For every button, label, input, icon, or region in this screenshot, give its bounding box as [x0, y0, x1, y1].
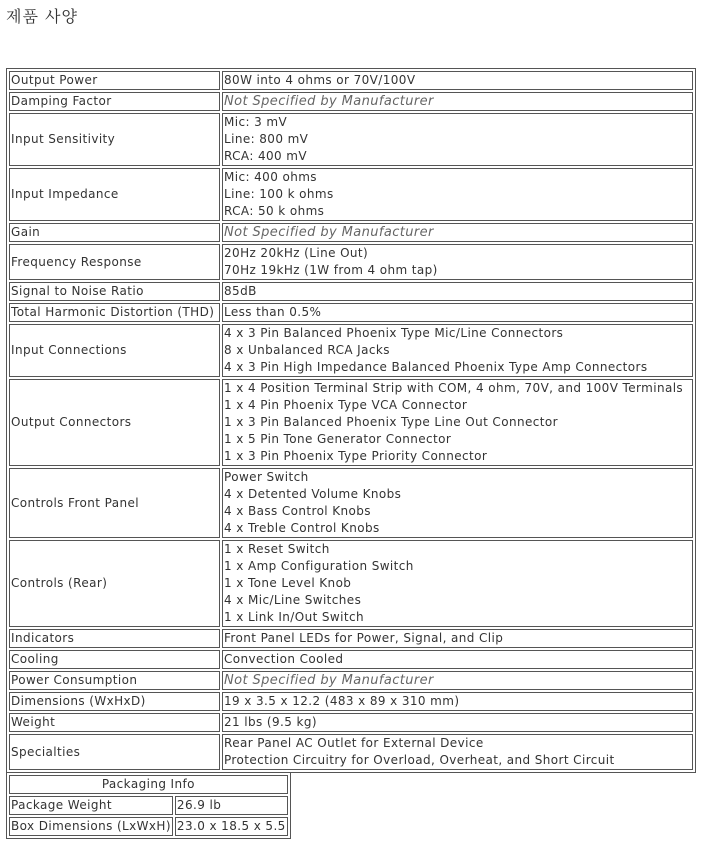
spec-value — [222, 713, 693, 732]
spec-value — [222, 692, 693, 711]
spec-value-line: Mic: 400 ohms — [224, 170, 317, 184]
spec-value-line: 1 x 3 Pin Balanced Phoenix Type Line Out Connector — [224, 415, 558, 429]
packaging-row — [9, 796, 288, 815]
spec-value — [222, 71, 693, 90]
spec-label: Dimensions (WxHxD) — [9, 692, 220, 711]
spec-value-unspecified: Not Specified by Manufacturer — [224, 673, 434, 688]
spec-value — [222, 244, 693, 280]
spec-label: Total Harmonic Distortion (THD) — [9, 303, 220, 322]
spec-value — [222, 303, 693, 322]
spec-label: Gain — [9, 223, 220, 242]
spec-value-line: 4 x Bass Control Knobs — [224, 504, 371, 518]
spec-value-line: 4 x Mic/Line Switches — [224, 593, 362, 607]
spec-value-line: RCA: 50 k ohms — [224, 204, 325, 218]
spec-value-line: 8 x Unbalanced RCA Jacks — [224, 343, 390, 357]
spec-row — [9, 468, 693, 538]
spec-row — [9, 113, 693, 166]
spec-value — [222, 324, 693, 377]
packaging-header-row — [9, 775, 288, 794]
spec-value-line: Line: 800 mV — [224, 132, 309, 146]
spec-value — [222, 92, 693, 111]
spec-value — [222, 282, 693, 301]
spec-value-line: 1 x 5 Pin Tone Generator Connector — [224, 432, 452, 446]
packaging-row — [9, 817, 288, 836]
spec-value-line: 4 x 3 Pin Balanced Phoenix Type Mic/Line Connectors — [224, 326, 564, 340]
spec-label: Output Connectors — [9, 379, 220, 466]
spec-label: Controls (Rear) — [9, 540, 220, 627]
spec-value-line: 70Hz 19kHz (1W from 4 ohm tap) — [224, 263, 438, 277]
spec-value-line: 85dB — [224, 284, 257, 298]
spec-label: Indicators — [9, 629, 220, 648]
spec-label: Cooling — [9, 650, 220, 669]
spec-value-line: Convection Cooled — [224, 652, 344, 666]
spec-value — [222, 734, 693, 770]
spec-value — [222, 468, 693, 538]
spec-value-line: 1 x 4 Position Terminal Strip with COM, 4 ohm, 70V, and 100V Terminals — [224, 381, 684, 395]
spec-row — [9, 540, 693, 627]
spec-value-line: Less than 0.5% — [224, 305, 322, 319]
spec-value-line: 4 x Treble Control Knobs — [224, 521, 380, 535]
packaging-label: Box Dimensions (LxWxH) — [9, 817, 173, 836]
spec-label: Frequency Response — [9, 244, 220, 280]
spec-row — [9, 650, 693, 669]
spec-label: Input Connections — [9, 324, 220, 377]
spec-value-line: Rear Panel AC Outlet for External Device — [224, 736, 484, 750]
spec-value-line: Power Switch — [224, 470, 309, 484]
spec-value-line: 21 lbs (9.5 kg) — [224, 715, 317, 729]
spec-label: Controls Front Panel — [9, 468, 220, 538]
packaging-value: 23.0 x 18.5 x 5.5 — [175, 817, 288, 836]
spec-value-line: Front Panel LEDs for Power, Signal, and Clip — [224, 631, 504, 645]
spec-value — [222, 671, 693, 690]
spec-value — [222, 650, 693, 669]
spec-value-line: 1 x Reset Switch — [224, 542, 330, 556]
spec-value-line: RCA: 400 mV — [224, 149, 307, 163]
spec-row — [9, 282, 693, 301]
spec-table-body — [9, 71, 693, 770]
spec-value — [222, 168, 693, 221]
spec-row — [9, 324, 693, 377]
spec-row — [9, 244, 693, 280]
spec-label: Weight — [9, 713, 220, 732]
spec-value-line: 80W into 4 ohms or 70V/100V — [224, 73, 416, 87]
spec-value-line: Protection Circuitry for Overload, Overheat, and Short Circuit — [224, 753, 615, 767]
page-title: 제품 사양 — [6, 7, 78, 26]
spec-label: Input Impedance — [9, 168, 220, 221]
spec-row — [9, 734, 693, 770]
spec-value-unspecified: Not Specified by Manufacturer — [224, 94, 434, 109]
spec-value-line: Mic: 3 mV — [224, 115, 288, 129]
spec-value-line: 20Hz 20kHz (Line Out) — [224, 246, 369, 260]
spec-value — [222, 540, 693, 627]
spec-label: Damping Factor — [9, 92, 220, 111]
spec-value-line: 19 x 3.5 x 12.2 (483 x 89 x 310 mm) — [224, 694, 460, 708]
spec-row — [9, 168, 693, 221]
spec-value — [222, 379, 693, 466]
spec-value-line: 4 x Detented Volume Knobs — [224, 487, 402, 501]
spec-label: Signal to Noise Ratio — [9, 282, 220, 301]
spec-row — [9, 692, 693, 711]
spec-value-line: 1 x Tone Level Knob — [224, 576, 352, 590]
spec-row — [9, 671, 693, 690]
packaging-table — [6, 772, 291, 839]
spec-value-line: 1 x 3 Pin Phoenix Type Priority Connector — [224, 449, 488, 463]
spec-row — [9, 92, 693, 111]
spec-row — [9, 303, 693, 322]
spec-label: Specialties — [9, 734, 220, 770]
spec-label: Input Sensitivity — [9, 113, 220, 166]
spec-value — [222, 629, 693, 648]
spec-row — [9, 379, 693, 466]
spec-value-line: 1 x Amp Configuration Switch — [224, 559, 414, 573]
spec-value-line: 1 x Link In/Out Switch — [224, 610, 364, 624]
spec-value-line: Line: 100 k ohms — [224, 187, 334, 201]
spec-value — [222, 223, 693, 242]
spec-value — [222, 113, 693, 166]
spec-label: Output Power — [9, 71, 220, 90]
spec-label: Power Consumption — [9, 671, 220, 690]
spec-row — [9, 713, 693, 732]
spec-value-unspecified: Not Specified by Manufacturer — [224, 225, 434, 240]
spec-row — [9, 629, 693, 648]
packaging-header: Packaging Info — [9, 775, 288, 794]
packaging-value: 26.9 lb — [175, 796, 288, 815]
spec-table — [6, 68, 696, 773]
spec-row — [9, 71, 693, 90]
spec-row — [9, 223, 693, 242]
spec-value-line: 1 x 4 Pin Phoenix Type VCA Connector — [224, 398, 468, 412]
packaging-label: Package Weight — [9, 796, 173, 815]
spec-value-line: 4 x 3 Pin High Impedance Balanced Phoenix Type Amp Connectors — [224, 360, 648, 374]
